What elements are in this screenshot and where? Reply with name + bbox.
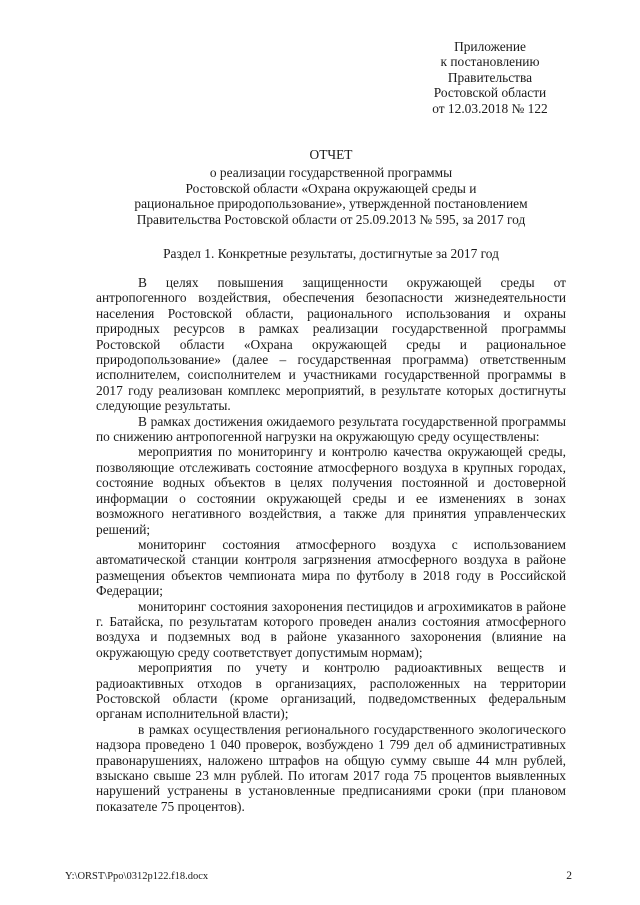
paragraph: в рамках осуществления регионального государственного экологического надзора проведено 1 040 проверок, возбуждено 1 799 дел об административных правонарушениях, наложено штрафов на общую сумму свыше 44 млн рублей, взыскано свыше 23 млн рублей. По итогам 2017 года 75 процентов выявленных нарушений устранены в установленные предписаниями сроки (при плановом показателе 75 процентов). (96, 721, 566, 814)
report-subtitle-line: рациональное природопользование», утвержденной постановлением (134, 196, 528, 212)
report-subtitle-line: Правительства Ростовской области от 25.09.2013 № 595, за 2017 год (136, 211, 526, 227)
page-number: 2 (566, 870, 572, 882)
appendix-line: Правительства (447, 69, 533, 85)
report-title: ОТЧЕТ (309, 147, 353, 162)
paragraph: В целях повышения защищенности окружающей среды от антропогенного воздействия, обеспечения безопасности жизнедеятельности населения Ростовской области, рационального использования и охраны природных ресурсов в рамках реализации государственной программы Ростовской области «Охрана окружающей среды и рациональное природопользование» (далее – государственная программа) ответственным исполнителем, соисполнителем и участниками государственной программы в 2017 году реализован комплекс мероприятий, в результате которых достигнуты следующие результаты. (96, 275, 566, 414)
appendix-line: Ростовской области (433, 85, 547, 101)
paragraph: мероприятия по учету и контролю радиоактивных веществ и радиоактивных отходов в организациях, расположенных на территории Ростовской области (кроме организаций, подведомственных федеральным органам исполнительной власти); (96, 660, 566, 722)
paragraph: мониторинг состояния атмосферного воздуха с использованием автоматической станции контроля загрязнения атмосферного воздуха в районе размещения объектов чемпионата мира по футболу в 2018 году в Российской Федерации; (96, 536, 566, 599)
report-subtitle-line: Ростовской области «Охрана окружающей среды и (185, 180, 477, 196)
appendix-header (405, 39, 575, 116)
appendix-line: от 12.03.2018 № 122 (432, 100, 548, 116)
appendix-line: Приложение (454, 39, 526, 54)
body-text (96, 275, 566, 814)
report-title-block (96, 147, 566, 227)
appendix-line: к постановлению (440, 54, 540, 70)
footer-file-path: Y:\ORST\Ppo\0312p122.f18.docx (65, 871, 209, 882)
paragraph: мониторинг состояния захоронения пестицидов и агрохимикатов в районе г. Батайска, по результатам которого проведен анализ состояния атмосферного воздуха и подземных вод в районе указанного захоронения (влияние на окружающую среду соответствует допустимым нормам); (96, 598, 566, 660)
report-subtitle-line: о реализации государственной программы (209, 165, 453, 181)
section-heading: Раздел 1. Конкретные результаты, достигнутые за 2017 год (163, 246, 499, 261)
paragraph: мероприятия по мониторингу и контролю качества окружающей среды, позволяющие отслеживать состояние атмосферного воздуха в крупных городах, состояние водных объектов в целях получения постоянной и достоверной информации о состоянии окружающей среды и ее изменениях в зонах возможного негативного воздействия, а также для принятия управленческих решений; (96, 444, 566, 537)
paragraph: В рамках достижения ожидаемого результата государственной программы по снижению антропогенной нагрузки на окружающую среду осуществлены: (96, 413, 566, 445)
